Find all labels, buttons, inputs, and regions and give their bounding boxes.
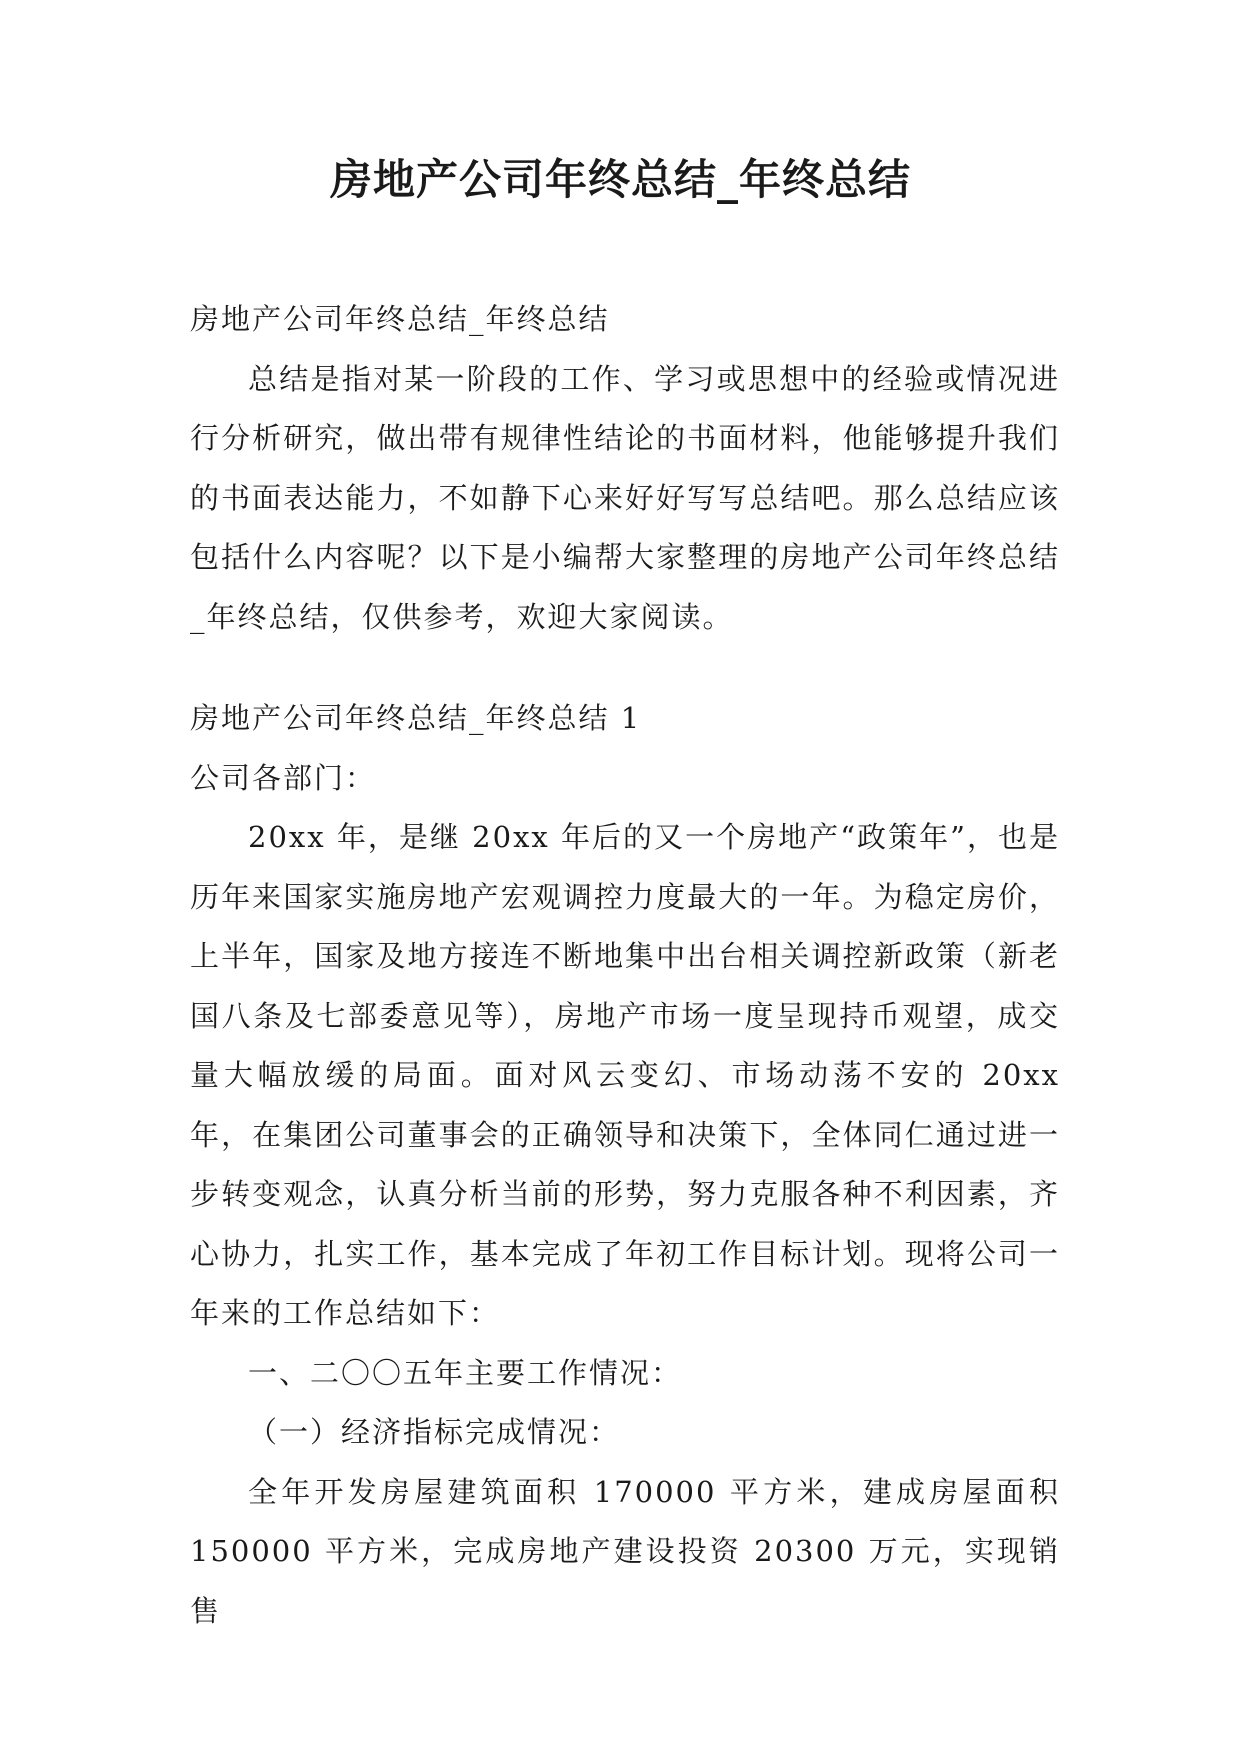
stats-paragraph: 全年开发房屋建筑面积 170000 平方米，建成房屋面积 150000 平方米，完成房地产建设投资 20300 万元，实现销售 bbox=[190, 1474, 1060, 1628]
document-body bbox=[190, 290, 1060, 1641]
document-title: 房地产公司年终总结_年终总结 bbox=[329, 155, 911, 204]
heading-level-2: （一）经济指标完成情况： bbox=[248, 1415, 621, 1449]
heading-level-1: 一、二〇〇五年主要工作情况： bbox=[248, 1355, 683, 1390]
paragraph-gap bbox=[190, 647, 1060, 689]
document-subtitle: 房地产公司年终总结_年终总结 bbox=[190, 302, 610, 336]
salutation: 公司各部门： bbox=[190, 760, 377, 795]
section-heading: 房地产公司年终总结_年终总结 1 bbox=[190, 701, 642, 735]
intro-paragraph: 总结是指对某一阶段的工作、学习或思想中的经验或情况进行分析研究，做出带有规律性结论的书面材料，他能够提升我们的书面表达能力，不如静下心来好好写写总结吧。那么总结应该包括什么内容呢？以下是小编帮大家整理的房地产公司年终总结_年终总结，仅供参考，欢迎大家阅读。 bbox=[190, 361, 1060, 634]
body-paragraph: 20xx 年，是继 20xx 年后的又一个房地产“政策年”，也是历年来国家实施房地产宏观调控力度最大的一年。为稳定房价，上半年，国家及地方接连不断地集中出台相关调控新政策（新老国八条及七部委意见等），房地产市场一度呈现持币观望，成交量大幅放缓的局面。面对风云变幻、市场动荡不安的 20xx 年，在集团公司董事会的正确领导和决策下，全体同仁通过进一步转变观念，认真分析当前的形势，努力克服各种不利因素，齐心协力，扎实工作，基本完成了年初工作目标计划。现将公司一年来的工作总结如下： bbox=[190, 820, 1060, 1330]
